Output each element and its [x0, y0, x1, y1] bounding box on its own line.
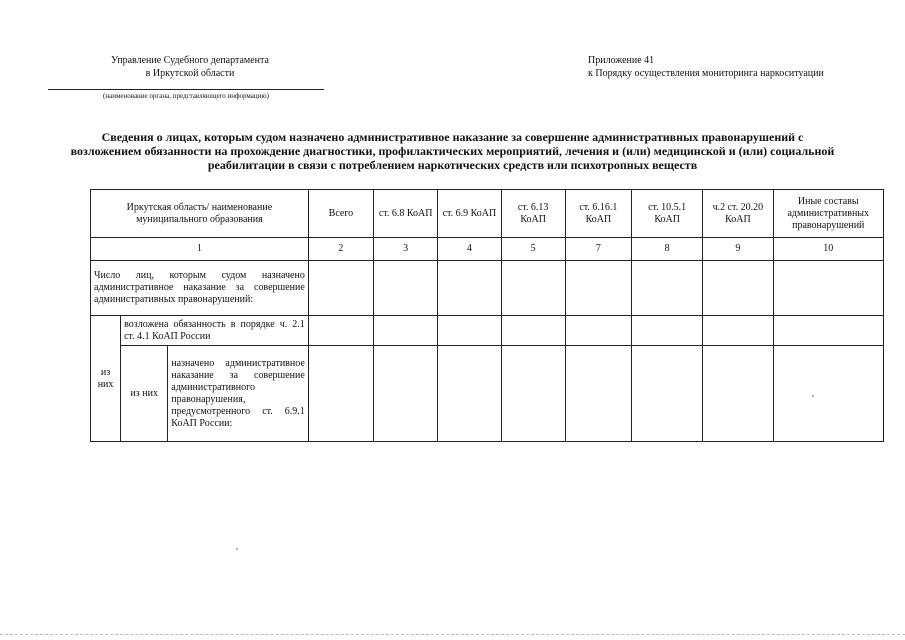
row-label-obligation: возложена обязанность в порядке ч. 2.1 ст. 4.1 КоАП России — [121, 316, 309, 346]
header-row — [91, 190, 884, 238]
col-number: 3 — [374, 238, 438, 261]
document-title — [20, 130, 885, 172]
col-number: 8 — [632, 238, 703, 261]
col-number: 4 — [438, 238, 501, 261]
table-row — [91, 346, 884, 442]
org-underline — [48, 89, 324, 90]
scan-speck — [236, 548, 238, 550]
data-cell[interactable] — [565, 346, 631, 442]
col-number: 1 — [91, 238, 309, 261]
data-cell[interactable] — [501, 261, 565, 316]
col-header-6-16-1: ст. 6.16.1 КоАП — [565, 190, 631, 238]
data-cell[interactable] — [374, 261, 438, 316]
annex-block — [588, 54, 824, 80]
data-cell[interactable] — [632, 316, 703, 346]
col-header-10-5-1: ст. 10.5.1 КоАП — [632, 190, 703, 238]
data-cell[interactable] — [703, 261, 773, 316]
data-cell[interactable] — [565, 316, 631, 346]
scan-speck — [812, 395, 814, 397]
data-cell[interactable] — [773, 346, 883, 442]
data-cell[interactable] — [632, 261, 703, 316]
annex-number: Приложение 41 — [588, 55, 655, 66]
report-table — [90, 189, 884, 442]
org-block — [90, 54, 290, 80]
data-cell[interactable] — [703, 316, 773, 346]
col-header-6-13: ст. 6.13 КоАП — [501, 190, 565, 238]
col-number: 10 — [773, 238, 883, 261]
annex-description: к Порядку осуществления мониторинга наркоситуации — [588, 68, 824, 79]
col-header-region: Иркутская область/ наименование муниципального образования — [91, 190, 309, 238]
column-number-row — [91, 238, 884, 261]
data-cell[interactable] — [308, 261, 373, 316]
org-caption: (наименование органа, представляющего информацию) — [103, 92, 269, 100]
org-name-line2: в Иркутской области — [145, 68, 235, 79]
data-cell[interactable] — [773, 261, 883, 316]
table-row — [91, 261, 884, 316]
data-cell[interactable] — [632, 346, 703, 442]
title-line-2: возложением обязанности на прохождение диагностики, профилактических мероприятий, лечения и (или) медицинской и (или) социальной — [70, 144, 835, 158]
data-cell[interactable] — [773, 316, 883, 346]
row-label-6-9-1: назначено административное наказание за совершение административного правонарушения, предусмотренного ст. 6.9.1 КоАП России: — [168, 346, 309, 442]
col-number: 2 — [308, 238, 373, 261]
col-header-other: Иные составы административных правонарушений — [773, 190, 883, 238]
row-group-label-inner: из них — [121, 346, 168, 442]
col-number: 7 — [565, 238, 631, 261]
data-cell[interactable] — [438, 261, 501, 316]
data-cell[interactable] — [308, 316, 373, 346]
col-number: 9 — [703, 238, 773, 261]
scan-edge — [0, 634, 905, 635]
col-header-6-8: ст. 6.8 КоАП — [374, 190, 438, 238]
title-line-3: реабилитации в связи с потреблением наркотических средств или психотропных веществ — [207, 158, 698, 172]
org-name-line1: Управление Судебного департамента — [111, 55, 269, 66]
data-cell[interactable] — [374, 316, 438, 346]
data-cell[interactable] — [501, 346, 565, 442]
col-header-20-20: ч.2 ст. 20.20 КоАП — [703, 190, 773, 238]
col-header-6-9: ст. 6.9 КоАП — [438, 190, 501, 238]
data-cell[interactable] — [438, 316, 501, 346]
data-cell[interactable] — [501, 316, 565, 346]
data-cell[interactable] — [308, 346, 373, 442]
table-row — [91, 316, 884, 346]
data-cell[interactable] — [374, 346, 438, 442]
data-cell[interactable] — [703, 346, 773, 442]
row-label-total-persons: Число лиц, которым судом назначено административное наказание за совершение административных правонарушений: — [91, 261, 309, 316]
row-group-label-outer: из них — [91, 316, 121, 442]
col-number: 5 — [501, 238, 565, 261]
col-header-total: Всего — [308, 190, 373, 238]
data-cell[interactable] — [438, 346, 501, 442]
title-line-1: Сведения о лицах, которым судом назначено административное наказание за совершение административных правонарушений с — [101, 130, 804, 144]
data-cell[interactable] — [565, 261, 631, 316]
